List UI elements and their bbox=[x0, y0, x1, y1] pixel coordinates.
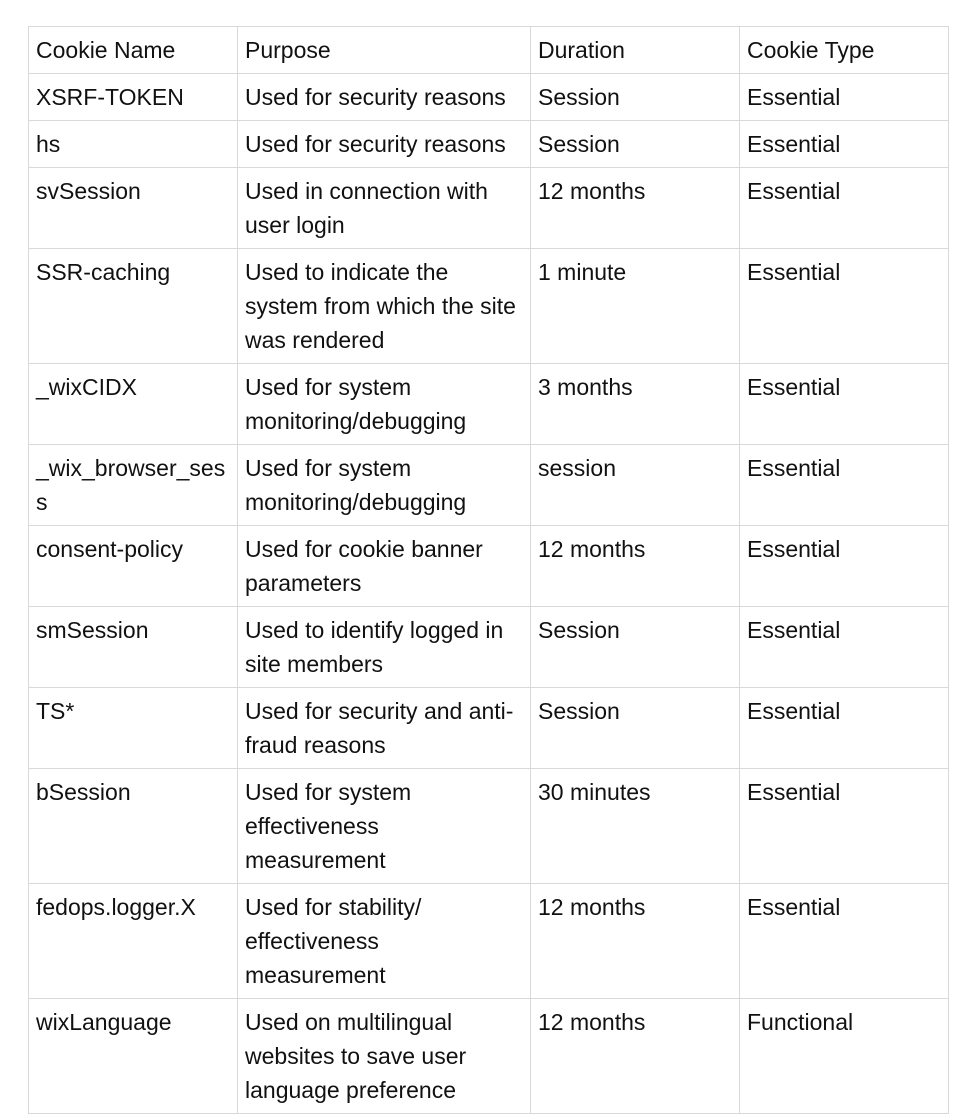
cell-cookie-name: wixLanguage bbox=[29, 999, 238, 1114]
cell-cookie-name: _wix_browser_sess bbox=[29, 445, 238, 526]
cell-cookie-name: fedops.logger.X bbox=[29, 884, 238, 999]
cell-duration: 12 months bbox=[531, 884, 740, 999]
cell-cookie-type: Essential bbox=[740, 364, 949, 445]
cell-cookie-type: Essential bbox=[740, 74, 949, 121]
cell-cookie-name: hs bbox=[29, 121, 238, 168]
cell-cookie-type: Essential bbox=[740, 607, 949, 688]
cell-duration: Session bbox=[531, 74, 740, 121]
cell-duration: session bbox=[531, 445, 740, 526]
cell-duration: Session bbox=[531, 607, 740, 688]
header-duration: Duration bbox=[531, 27, 740, 74]
cell-cookie-type: Essential bbox=[740, 688, 949, 769]
cell-purpose: Used for security and anti-fraud reasons bbox=[238, 688, 531, 769]
cell-cookie-name: svSession bbox=[29, 168, 238, 249]
cell-cookie-type: Essential bbox=[740, 769, 949, 884]
cell-cookie-name: bSession bbox=[29, 769, 238, 884]
table-row bbox=[29, 168, 949, 249]
table-row bbox=[29, 445, 949, 526]
cell-cookie-name: TS* bbox=[29, 688, 238, 769]
cell-duration: 12 months bbox=[531, 168, 740, 249]
cell-purpose: Used to indicate the system from which the site was rendered bbox=[238, 249, 531, 364]
cell-purpose: Used for cookie banner parameters bbox=[238, 526, 531, 607]
cell-cookie-name: _wixCIDX bbox=[29, 364, 238, 445]
cell-cookie-type: Essential bbox=[740, 121, 949, 168]
header-purpose: Purpose bbox=[238, 27, 531, 74]
header-cookie-type: Cookie Type bbox=[740, 27, 949, 74]
table-header bbox=[29, 27, 949, 74]
cell-duration: 3 months bbox=[531, 364, 740, 445]
cell-cookie-type: Essential bbox=[740, 445, 949, 526]
table-body bbox=[29, 74, 949, 1114]
cell-purpose: Used on multilingual websites to save user language preference bbox=[238, 999, 531, 1114]
cell-purpose: Used for security reasons bbox=[238, 121, 531, 168]
cell-purpose: Used to identify logged in site members bbox=[238, 607, 531, 688]
table-row bbox=[29, 526, 949, 607]
table-row bbox=[29, 769, 949, 884]
cell-duration: 30 minutes bbox=[531, 769, 740, 884]
cell-purpose: Used in connection with user login bbox=[238, 168, 531, 249]
cell-duration: Session bbox=[531, 688, 740, 769]
table-row bbox=[29, 999, 949, 1114]
cell-cookie-type: Essential bbox=[740, 884, 949, 999]
table-row bbox=[29, 74, 949, 121]
table-row bbox=[29, 364, 949, 445]
cell-cookie-type: Essential bbox=[740, 249, 949, 364]
cell-duration: 1 minute bbox=[531, 249, 740, 364]
cell-duration: Session bbox=[531, 121, 740, 168]
table-row bbox=[29, 688, 949, 769]
cell-purpose: Used for system monitoring/debugging bbox=[238, 445, 531, 526]
cell-purpose: Used for system effectiveness measurement bbox=[238, 769, 531, 884]
cell-cookie-name: consent-policy bbox=[29, 526, 238, 607]
cell-cookie-type: Essential bbox=[740, 526, 949, 607]
cell-cookie-name: XSRF-TOKEN bbox=[29, 74, 238, 121]
table-row bbox=[29, 884, 949, 999]
table-row bbox=[29, 121, 949, 168]
cell-purpose: Used for system monitoring/debugging bbox=[238, 364, 531, 445]
cell-cookie-type: Essential bbox=[740, 168, 949, 249]
cell-duration: 12 months bbox=[531, 526, 740, 607]
cell-purpose: Used for security reasons bbox=[238, 74, 531, 121]
table-row bbox=[29, 607, 949, 688]
cookie-table bbox=[28, 26, 949, 1114]
cell-cookie-name: smSession bbox=[29, 607, 238, 688]
table-row bbox=[29, 249, 949, 364]
cell-purpose: Used for stability/ effectiveness measurement bbox=[238, 884, 531, 999]
cell-cookie-name: SSR-caching bbox=[29, 249, 238, 364]
header-cookie-name: Cookie Name bbox=[29, 27, 238, 74]
cell-duration: 12 months bbox=[531, 999, 740, 1114]
cell-cookie-type: Functional bbox=[740, 999, 949, 1114]
header-row bbox=[29, 27, 949, 74]
